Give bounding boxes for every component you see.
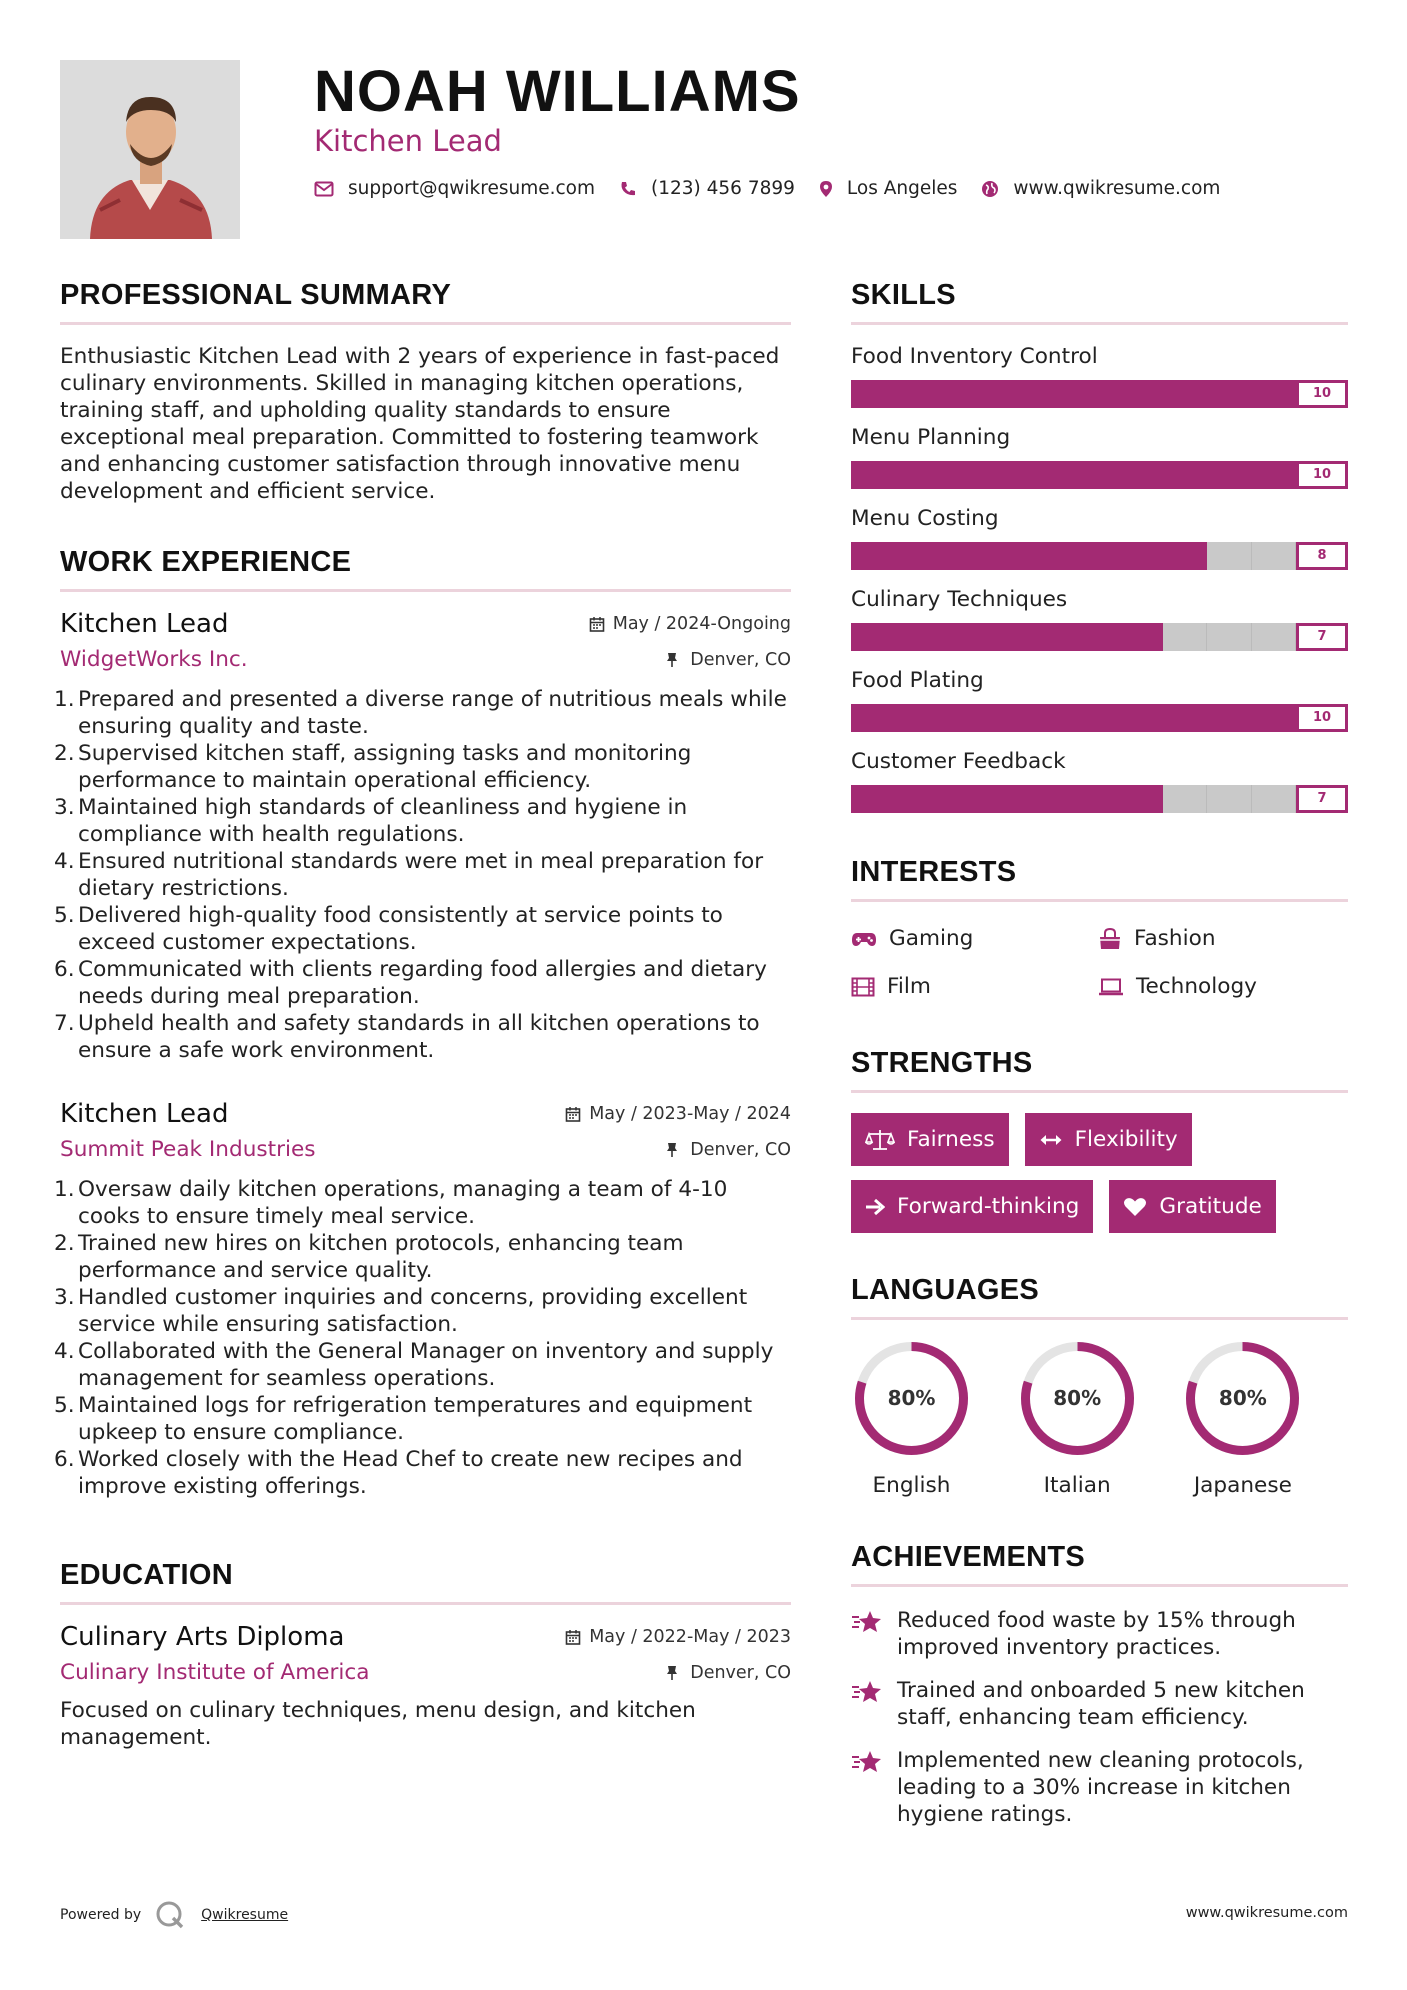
location-text: Los Angeles bbox=[846, 178, 958, 199]
skill-bar-segment-filled bbox=[1029, 623, 1074, 651]
degree-title: Culinary Arts Diploma bbox=[60, 1622, 345, 1652]
skills-list bbox=[851, 343, 1348, 813]
interest-label: Film bbox=[887, 974, 931, 999]
school-name: Culinary Institute of America bbox=[60, 1660, 370, 1685]
language-name: English bbox=[872, 1473, 951, 1498]
skill-name: Food Plating bbox=[851, 668, 984, 693]
shooting-star-icon bbox=[851, 1679, 883, 1705]
language-name: Japanese bbox=[1193, 1473, 1292, 1498]
language-donut bbox=[1182, 1338, 1303, 1459]
skill-bar-segment-filled bbox=[896, 542, 941, 570]
job-bullet: Supervised kitchen staff, assigning tasks and monitoring performance to maintain operational efficiency. bbox=[78, 741, 692, 793]
globe-icon bbox=[981, 180, 999, 198]
calendar-icon bbox=[565, 1106, 581, 1122]
footer-powered-by bbox=[60, 1900, 288, 1930]
achievements-list bbox=[851, 1607, 1348, 1828]
skill-bar-segment-filled bbox=[851, 623, 896, 651]
job-bullet: Worked closely with the Head Chef to create new recipes and improve existing offerings. bbox=[78, 1447, 743, 1499]
section-divider bbox=[851, 322, 1348, 325]
website-text: www.qwikresume.com bbox=[1013, 178, 1221, 199]
pushpin-icon bbox=[666, 1142, 678, 1158]
skill-bar-segment-filled bbox=[896, 785, 941, 813]
interest-item bbox=[1098, 926, 1348, 952]
skill-bar-segment-filled bbox=[1029, 542, 1074, 570]
strengths-section bbox=[851, 1044, 1348, 1233]
language-percent: 80% bbox=[1053, 1386, 1102, 1410]
summary-text: Enthusiastic Kitchen Lead with 2 years of experience in fast-paced culinary environments. Skilled in managing kitchen operations, training staff, and upholding quality standards to ensure exceptional meal preparation. Committed to fostering teamwork and enhancing customer satisfaction through innovative menu development and efficient service. bbox=[60, 344, 780, 504]
email-text: support@qwikresume.com bbox=[348, 178, 595, 199]
skill-bar-segment-filled bbox=[851, 704, 896, 732]
skill-bar-segment-filled bbox=[1252, 461, 1297, 489]
skill-bar-segment-filled bbox=[985, 461, 1030, 489]
pushpin-icon bbox=[666, 1665, 678, 1681]
skill-name: Customer Feedback bbox=[851, 749, 1066, 774]
skill-level-badge: 7 bbox=[1296, 785, 1348, 813]
strength-label: Fairness bbox=[907, 1127, 995, 1152]
strength-chip bbox=[1025, 1113, 1192, 1166]
skill-bar-segment-filled bbox=[1074, 542, 1119, 570]
job-date-text: May / 2024-Ongoing bbox=[612, 614, 791, 634]
job-bullet: Communicated with clients regarding food allergies and dietary needs during meal preparation. bbox=[78, 957, 767, 1009]
interest-label: Fashion bbox=[1134, 926, 1216, 951]
summary-section bbox=[60, 276, 791, 505]
job-entry bbox=[60, 608, 791, 1064]
skill-bar-segment-filled bbox=[1118, 380, 1163, 408]
skill-bar-segment-filled bbox=[1118, 704, 1163, 732]
skill-level-bar bbox=[851, 461, 1348, 489]
achievement-item bbox=[851, 1607, 1348, 1661]
skill-level-bar bbox=[851, 542, 1348, 570]
pushpin-icon bbox=[666, 652, 678, 668]
skill-bar-segment-filled bbox=[1163, 461, 1208, 489]
skill-bar-segment-filled bbox=[1029, 704, 1074, 732]
skill-level-bar bbox=[851, 785, 1348, 813]
strength-chip bbox=[1109, 1180, 1275, 1233]
skill-bar-segment-empty bbox=[1163, 785, 1208, 813]
interests-grid bbox=[851, 926, 1348, 1000]
skill-bar-segment-filled bbox=[940, 380, 985, 408]
skill-bar-segment-filled bbox=[1118, 623, 1163, 651]
skill-bar-segment-filled bbox=[985, 785, 1030, 813]
skill-bar-track bbox=[851, 704, 1296, 732]
skill-bar-segment-filled bbox=[1074, 380, 1119, 408]
skill-name: Food Inventory Control bbox=[851, 344, 1098, 369]
skill-bar-segment-filled bbox=[1163, 380, 1208, 408]
skill-bar-segment-filled bbox=[940, 785, 985, 813]
skill-bar-segment-filled bbox=[1207, 704, 1252, 732]
gamepad-icon bbox=[851, 930, 877, 948]
skill-bar-track bbox=[851, 380, 1296, 408]
skill-bar-segment-filled bbox=[1074, 785, 1119, 813]
profile-photo bbox=[60, 60, 240, 239]
skill-bar-segment-filled bbox=[1252, 704, 1297, 732]
education-date-text: May / 2022-May / 2023 bbox=[589, 1627, 791, 1647]
skill-bar-segment-empty bbox=[1252, 542, 1297, 570]
skill-bar-segment-filled bbox=[985, 542, 1030, 570]
calendar-icon bbox=[589, 616, 605, 632]
strengths-heading: STRENGTHS bbox=[851, 1047, 1033, 1079]
contact-phone[interactable] bbox=[619, 178, 795, 199]
interest-label: Gaming bbox=[889, 926, 974, 951]
section-divider bbox=[851, 1317, 1348, 1320]
skills-section bbox=[851, 276, 1348, 813]
skill-bar-segment-filled bbox=[1252, 380, 1297, 408]
skill-name: Menu Planning bbox=[851, 425, 1011, 450]
job-bullet: Trained new hires on kitchen protocols, enhancing team performance and service quality. bbox=[78, 1231, 684, 1283]
job-location-text: Denver, CO bbox=[690, 650, 791, 670]
job-location bbox=[666, 650, 791, 670]
calendar-icon bbox=[565, 1629, 581, 1645]
skill-bar-track bbox=[851, 542, 1296, 570]
company-name: Summit Peak Industries bbox=[60, 1137, 316, 1162]
skill-bar-segment-filled bbox=[1029, 785, 1074, 813]
skill-bar-segment-filled bbox=[851, 461, 896, 489]
skill-bar-segment-filled bbox=[985, 623, 1030, 651]
language-percent: 80% bbox=[1218, 1386, 1267, 1410]
person-portrait-image bbox=[60, 60, 240, 239]
skill-item bbox=[851, 667, 1348, 732]
skill-bar-segment-filled bbox=[985, 380, 1030, 408]
interest-item bbox=[1098, 974, 1348, 1000]
education-heading: EDUCATION bbox=[60, 1559, 233, 1591]
shopping-bag-icon bbox=[1098, 928, 1122, 950]
skill-bar-segment-filled bbox=[1207, 461, 1252, 489]
skill-bar-segment-empty bbox=[1163, 623, 1208, 651]
shooting-star-icon bbox=[851, 1609, 883, 1635]
language-name: Italian bbox=[1043, 1473, 1111, 1498]
job-date bbox=[565, 1104, 791, 1124]
languages-list bbox=[851, 1338, 1348, 1498]
skill-bar-segment-filled bbox=[851, 785, 896, 813]
skill-bar-segment-filled bbox=[1074, 623, 1119, 651]
skill-level-bar bbox=[851, 380, 1348, 408]
skill-item bbox=[851, 586, 1348, 651]
skill-bar-segment-filled bbox=[1074, 461, 1119, 489]
experience-heading: WORK EXPERIENCE bbox=[60, 546, 352, 578]
section-divider bbox=[851, 1090, 1348, 1093]
arrows-horizontal-icon bbox=[1039, 1132, 1063, 1148]
skill-bar-segment-filled bbox=[1118, 785, 1163, 813]
achievement-item bbox=[851, 1677, 1348, 1731]
job-bullet: Maintained high standards of cleanliness and hygiene in compliance with health regulations. bbox=[78, 795, 688, 847]
job-location bbox=[666, 1140, 791, 1160]
powered-by-text: Powered by bbox=[60, 1907, 142, 1923]
language-item bbox=[1017, 1338, 1183, 1498]
skill-bar-segment-filled bbox=[940, 542, 985, 570]
skill-level-badge: 10 bbox=[1296, 704, 1348, 732]
skill-bar-segment-filled bbox=[1029, 380, 1074, 408]
right-column bbox=[851, 276, 1348, 1844]
skill-level-badge: 10 bbox=[1296, 461, 1348, 489]
skill-item bbox=[851, 505, 1348, 570]
skill-level-badge: 8 bbox=[1296, 542, 1348, 570]
skill-bar-segment-filled bbox=[940, 461, 985, 489]
skill-bar-segment-empty bbox=[1207, 785, 1252, 813]
achievements-section bbox=[851, 1538, 1348, 1828]
footer-website[interactable]: www.qwikresume.com bbox=[1185, 1905, 1348, 1921]
skill-bar-segment-filled bbox=[1029, 461, 1074, 489]
achievement-item bbox=[851, 1747, 1348, 1828]
interest-item bbox=[851, 926, 1098, 952]
qwikresume-logo-icon bbox=[155, 1900, 185, 1930]
qwikresume-link[interactable]: Qwikresume bbox=[201, 1907, 289, 1923]
balance-scale-icon bbox=[865, 1129, 895, 1151]
skill-item bbox=[851, 343, 1348, 408]
skill-bar-segment-filled bbox=[896, 380, 941, 408]
skill-name: Menu Costing bbox=[851, 506, 999, 531]
skill-bar-segment-filled bbox=[940, 704, 985, 732]
section-divider bbox=[60, 1602, 791, 1605]
interest-item bbox=[851, 974, 1098, 1000]
contact-row bbox=[314, 178, 1244, 199]
experience-section bbox=[60, 543, 791, 1500]
phone-icon bbox=[619, 180, 637, 198]
job-date bbox=[589, 614, 791, 634]
job-bullet: Maintained logs for refrigeration temperatures and equipment upkeep to ensure compliance. bbox=[78, 1393, 753, 1445]
achievements-heading: ACHIEVEMENTS bbox=[851, 1541, 1086, 1573]
skills-heading: SKILLS bbox=[851, 279, 956, 311]
strength-label: Flexibility bbox=[1074, 1127, 1178, 1152]
contact-email[interactable] bbox=[314, 178, 595, 199]
skill-bar-segment-empty bbox=[1207, 623, 1252, 651]
education-section bbox=[60, 1556, 791, 1751]
skill-bar-segment-empty bbox=[1252, 623, 1297, 651]
interests-heading: INTERESTS bbox=[851, 856, 1017, 888]
interest-label: Technology bbox=[1136, 974, 1257, 999]
skill-bar-segment-filled bbox=[940, 623, 985, 651]
company-name: WidgetWorks Inc. bbox=[60, 647, 248, 672]
contact-location bbox=[819, 178, 958, 199]
skill-level-bar bbox=[851, 623, 1348, 651]
job-bullet: Oversaw daily kitchen operations, managing a team of 4-10 cooks to ensure timely meal service. bbox=[78, 1177, 728, 1229]
skill-bar-segment-empty bbox=[1207, 542, 1252, 570]
job-bullet: Prepared and presented a diverse range of nutritious meals while ensuring quality and taste. bbox=[78, 687, 787, 739]
section-divider bbox=[60, 322, 791, 325]
phone-text: (123) 456 7899 bbox=[651, 178, 795, 199]
job-entry bbox=[60, 1098, 791, 1500]
skill-item bbox=[851, 748, 1348, 813]
skill-bar-track bbox=[851, 623, 1296, 651]
education-description: Focused on culinary techniques, menu design, and kitchen management. bbox=[60, 1698, 696, 1750]
job-title: Kitchen Lead bbox=[60, 609, 229, 639]
skill-name: Culinary Techniques bbox=[851, 587, 1068, 612]
job-title: Kitchen Lead bbox=[60, 1099, 229, 1129]
candidate-name: NOAH WILLIAMS bbox=[314, 59, 801, 124]
skill-bar-track bbox=[851, 461, 1296, 489]
skill-bar-track bbox=[851, 785, 1296, 813]
job-bullet: Delivered high-quality food consistently at service points to exceed customer expectations. bbox=[78, 903, 723, 955]
laptop-icon bbox=[1098, 978, 1124, 996]
job-bullet: Ensured nutritional standards were met in meal preparation for dietary restrictions. bbox=[78, 849, 764, 901]
shooting-star-icon bbox=[851, 1749, 883, 1775]
language-item bbox=[1182, 1338, 1348, 1498]
achievement-text: Trained and onboarded 5 new kitchen staff, enhancing team efficiency. bbox=[897, 1678, 1305, 1730]
strength-chip bbox=[851, 1180, 1093, 1233]
skill-bar-segment-filled bbox=[985, 704, 1030, 732]
skill-bar-segment-filled bbox=[1163, 704, 1208, 732]
candidate-role: Kitchen Lead bbox=[314, 124, 502, 158]
skill-level-badge: 7 bbox=[1296, 623, 1348, 651]
skill-bar-segment-filled bbox=[1118, 542, 1163, 570]
job-bullets bbox=[60, 1176, 791, 1500]
skill-bar-segment-filled bbox=[1118, 461, 1163, 489]
job-bullets bbox=[60, 686, 791, 1064]
contact-website[interactable] bbox=[981, 178, 1220, 199]
strengths-list bbox=[851, 1113, 1348, 1233]
skill-bar-segment-filled bbox=[851, 542, 896, 570]
section-divider bbox=[851, 1584, 1348, 1587]
job-bullet: Collaborated with the General Manager on inventory and supply management for seamless operations. bbox=[78, 1339, 774, 1391]
skill-bar-segment-filled bbox=[896, 623, 941, 651]
job-date-text: May / 2023-May / 2024 bbox=[589, 1104, 791, 1124]
left-column bbox=[60, 276, 791, 1751]
interests-section bbox=[851, 853, 1348, 1000]
strength-label: Forward-thinking bbox=[897, 1194, 1080, 1219]
strength-label: Gratitude bbox=[1159, 1194, 1262, 1219]
achievement-text: Reduced food waste by 15% through improved inventory practices. bbox=[897, 1608, 1296, 1660]
map-pin-icon bbox=[819, 180, 833, 198]
envelope-icon bbox=[314, 181, 334, 197]
skill-bar-segment-empty bbox=[1252, 785, 1297, 813]
section-divider bbox=[60, 589, 791, 592]
job-bullet: Upheld health and safety standards in all kitchen operations to ensure a safe work environment. bbox=[78, 1011, 760, 1063]
education-entry bbox=[60, 1621, 791, 1751]
section-divider bbox=[851, 899, 1348, 902]
skill-bar-segment-filled bbox=[1074, 704, 1119, 732]
summary-heading: PROFESSIONAL SUMMARY bbox=[60, 279, 452, 311]
strength-chip bbox=[851, 1113, 1009, 1166]
arrow-right-icon bbox=[865, 1198, 885, 1216]
education-location-text: Denver, CO bbox=[690, 1663, 791, 1683]
skill-bar-segment-filled bbox=[1163, 542, 1208, 570]
job-bullet: Handled customer inquiries and concerns, providing excellent service while ensuring satisfaction. bbox=[78, 1285, 748, 1337]
languages-section bbox=[851, 1271, 1348, 1498]
film-icon bbox=[851, 977, 875, 997]
skill-bar-segment-filled bbox=[896, 704, 941, 732]
languages-heading: LANGUAGES bbox=[851, 1274, 1039, 1306]
heart-icon bbox=[1123, 1197, 1147, 1217]
skill-level-bar bbox=[851, 704, 1348, 732]
education-location bbox=[666, 1663, 791, 1683]
education-date bbox=[565, 1627, 791, 1647]
job-location-text: Denver, CO bbox=[690, 1140, 791, 1160]
language-item bbox=[851, 1338, 1017, 1498]
language-donut bbox=[851, 1338, 972, 1459]
skill-bar-segment-filled bbox=[896, 461, 941, 489]
achievement-text: Implemented new cleaning protocols, leading to a 30% increase in kitchen hygiene ratings. bbox=[897, 1748, 1304, 1827]
language-percent: 80% bbox=[887, 1386, 936, 1410]
skill-item bbox=[851, 424, 1348, 489]
language-donut bbox=[1017, 1338, 1138, 1459]
skill-bar-segment-filled bbox=[1207, 380, 1252, 408]
skill-level-badge: 10 bbox=[1296, 380, 1348, 408]
skill-bar-segment-filled bbox=[851, 380, 896, 408]
